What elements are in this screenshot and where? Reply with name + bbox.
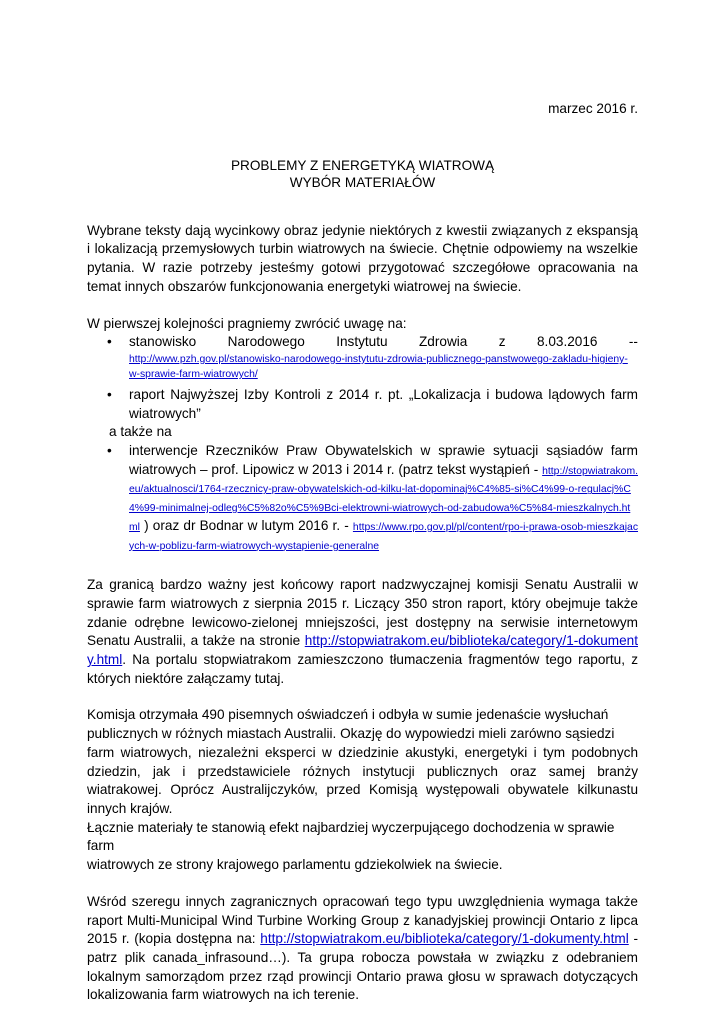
intro-paragraph: Wybrane teksty dają wycinkowy obraz jedynie niektórych z kwestii związanych z ekspansją i lokalizacją przemysłowych turbin wiatrowych na świecie. Chętnie odpowiemy na wszelkie pytania. W razie potrzeby jesteśmy gotowi przygotować szczegółowe opracowania na temat innych obszarów funkcjonowania energetyki wiatrowej na świecie. <box>87 222 638 294</box>
pzh-link[interactable]: http://www.pzh.gov.pl/stanowisko-narodowego-instytutu-zdrowia-publicznego-panstwowego-zakladu-higieny-w-sprawie-farm-wiatrowych/ <box>129 353 628 380</box>
title-line-1: PROBLEMY Z ENERGETYKĄ WIATROWĄ <box>230 157 495 173</box>
ontario-paragraph <box>87 893 638 1005</box>
priority-list <box>87 333 638 423</box>
australia-text-end: . Na portalu stopwiatrakom zamieszczono tłumaczenia fragmentów tego raportu, z których niektóre załączamy tutaj. <box>87 652 638 686</box>
commission-line-2: publicznych w różnych miastach Australii. Okazję do wypowiedzi mieli zarówno sąsiedzi <box>87 726 615 742</box>
australia-text: Za granicą bardzo ważny jest końcowy raport nadzwyczajnej komisji Senatu Australii w sprawie farm wiatrowych z sierpnia 2015 r. Liczący 350 stron raport, który obejmuje także zdanie odrębne lewicowo-zielonej mniejszości, jest dostępny na serwisie internetowym Senatu Australii, a także na stronie <box>87 577 638 649</box>
also-label: a także na <box>109 424 172 440</box>
list-item <box>87 442 638 554</box>
title-line-2: WYBÓR MATERIAŁÓW <box>289 175 436 191</box>
priority-lead: W pierwszej kolejności pragniemy zwrócić uwagę na: <box>87 315 407 331</box>
commission-line-1: Komisja otrzymała 490 pisemnych oświadczeń i odbyła w sumie jedenaście wysłuchań <box>87 707 609 723</box>
document-page <box>87 100 638 1005</box>
also-list <box>87 442 638 554</box>
ontario-link[interactable]: http://stopwiatrakom.eu/biblioteka/category/1-dokumenty.html <box>260 931 629 947</box>
stopwiatrakom-link[interactable]: http://stopwiatrakom.eu/biblioteka/category/1-dokumenty.html <box>87 633 638 668</box>
bullet1-text: • stanowisko Narodowego Instytutu Zdrowia z 8.03.2016 -- <box>129 334 638 350</box>
document-title <box>87 157 638 192</box>
document-date: marzec 2016 r. <box>548 101 638 116</box>
commission-rest: farm wiatrowych, niezależni eksperci w dziedzinie akustyki, energetyki i tym podobnych dziedzin, jak i przedstawiciele różnych instytucji publicznych oraz samej branży wiatrakowej. Oprócz Australijczyków, przed Komisją występowali obywatele kilkunastu innych krajów. <box>87 744 638 816</box>
bullet3-text: interwencje Rzeczników Praw Obywatelskich w sprawie sytuacji sąsiadów farm wiatrowych – prof. Lipowicz w 2013 i 2014 r. (patrz tekst wystąpień - <box>129 443 638 477</box>
australia-paragraph <box>87 576 638 688</box>
commission-last-line-1: Łącznie materiały te stanowią efekt najbardziej wyczerpującego dochodzenia w sprawie farm <box>87 819 615 854</box>
ontario-text: Wśród szeregu innych zagranicznych opracowań tego typu uwzględnienia wymaga także raport Multi-Municipal Wind Turbine Working Group z kanadyjskiej prowincji Ontario z lipca 2015 r. (kopia dostępna na: <box>87 893 638 947</box>
bullet3-middle: ) oraz dr Bodnar w lutym 2016 r. - <box>144 517 349 533</box>
ontario-text-end: - patrz plik canada_infrasound…). Ta grupa robocza powstała w związku z odebraniem lokalnym samorządom przez rząd prowincji Ontario prawa głosu w sprawach dotyczących lokalizowania farm wiatrowych na ich terenie. <box>87 931 638 1003</box>
rpo-content-link[interactable]: https://www.rpo.gov.pl/pl/content/rpo-i-prawa-osob-mieszkajacych-w-poblizu-farm-wiatrowych-wystapienie-generalne <box>129 521 639 552</box>
commission-paragraph <box>87 706 638 743</box>
list-item <box>87 386 638 423</box>
bullet2-text: raport Najwyższej Izby Kontroli z 2014 r. pt. „Lokalizacja i budowa lądowych farm wiatrowych” <box>129 386 638 421</box>
list-item <box>87 333 638 382</box>
commission-ending <box>87 819 638 875</box>
commission-last-line-2: wiatrowych ze strony krajowego parlamentu gdziekolwiek na świecie. <box>87 857 503 873</box>
rpo-news-link[interactable]: http://stopwiatrakom.eu/aktualnosci/1764-rzecznicy-praw-obywatelskich-od-kilku-lat-dopominaj%C4%85-si%C4%99-o-regulacj%C4%99-minimalnej-odleg%C5%82o%C5%9Bci-elektrowni-wiatrowych-od-zabudowa%C5%84-mieszkalnych.html <box>129 465 638 533</box>
